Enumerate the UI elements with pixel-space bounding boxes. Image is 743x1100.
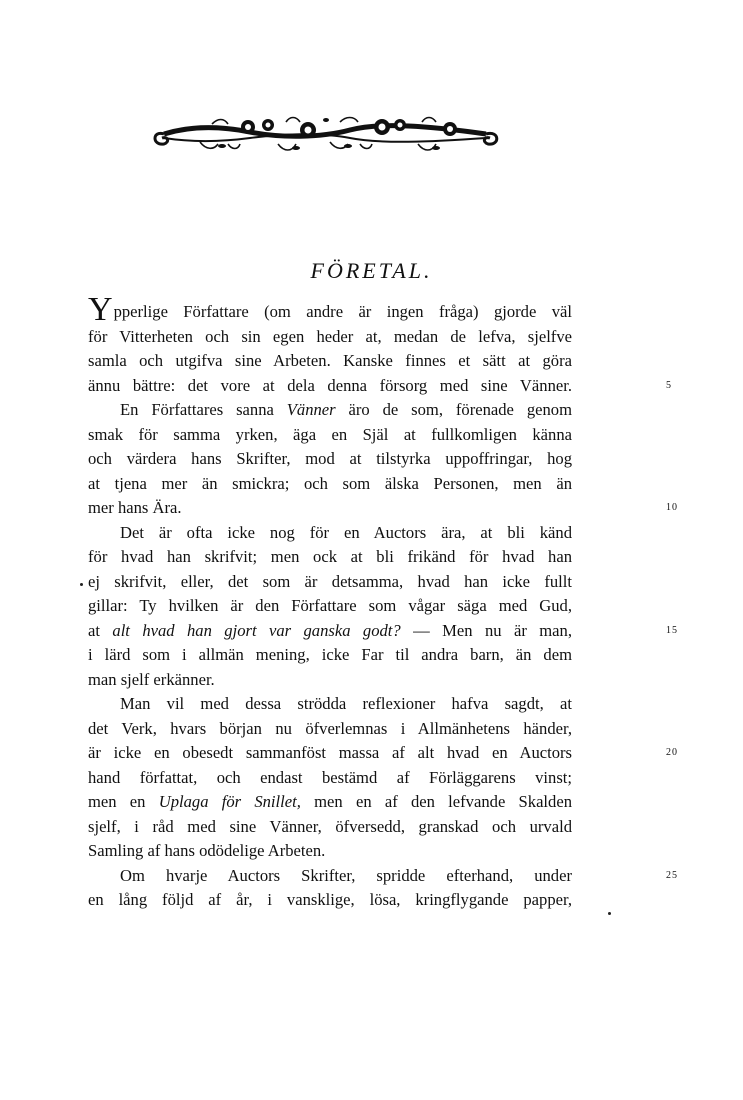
- text-line: [88, 398, 572, 423]
- line-number: 5: [666, 379, 672, 391]
- line-text: och värdera hans Skrifter, mod at tilstyrka uppoffringar, hog: [88, 449, 572, 468]
- line-number: 25: [666, 869, 678, 881]
- text-line: [88, 717, 572, 742]
- text-line: [88, 619, 678, 644]
- line-text: hand författat, och endast bestämd af Förläggarens vinst;: [88, 767, 572, 787]
- line-text: Om hvarje Auctors Skrifter, spridde efterhand, under: [120, 865, 572, 885]
- page-title: FÖRETAL.: [310, 258, 433, 283]
- text-line: [88, 545, 572, 570]
- line-text: En Författares sanna: [120, 400, 287, 419]
- ink-speck: [80, 583, 83, 586]
- text-line: [88, 766, 572, 791]
- line-text: samla och utgifva sine Arbeten. Kanske finnes et sätt at göra: [88, 351, 572, 370]
- line-text: i lärd som i allmän mening, icke Far til andra barn, än dem: [88, 645, 572, 664]
- text-line: [88, 741, 678, 766]
- line-text: mer hans Ära.: [88, 498, 182, 517]
- text-line: [88, 790, 572, 815]
- text-line: [88, 864, 678, 889]
- line-text: för hvad han skrifvit; men ock at bli frikänd för hvad han: [88, 547, 572, 566]
- line-text: Samling af hans odödelige Arbeten.: [88, 841, 326, 860]
- line-text: at: [88, 620, 113, 640]
- line-text: man sjelf erkänner.: [88, 669, 215, 689]
- text-line: [88, 570, 572, 595]
- line-text: en lång följd af år, i vansklige, lösa, kringflygande papper,: [88, 890, 572, 909]
- text-line: [88, 349, 572, 374]
- rose-garland-ornament-icon: [150, 112, 502, 158]
- text-line: [88, 423, 572, 448]
- line-text: smak för samma yrken, äga en Själ at fullkomligen känna: [88, 424, 572, 444]
- preface-text: [88, 291, 678, 913]
- line-text: Det är ofta icke nog för en Auctors ära, at bli känd: [120, 522, 572, 542]
- line-text: är icke en obesedt sammanföst massa af alt hvad en Auctors: [88, 743, 572, 762]
- italic-text: Uplaga för Snillet,: [158, 792, 301, 811]
- line-text: äro de som, förenade genom: [335, 400, 572, 419]
- italic-text: Vänner: [286, 400, 336, 419]
- line-number: 10: [666, 502, 678, 513]
- text-line: [88, 668, 572, 693]
- text-line: [88, 472, 572, 497]
- line-number: 20: [666, 747, 678, 758]
- text-line: [88, 839, 572, 864]
- line-text: ej skrifvit, eller, det som är detsamma, hvad han icke fullt: [88, 571, 572, 591]
- text-line: [88, 888, 572, 913]
- drop-cap: Y: [88, 291, 113, 328]
- line-text: för Vitterheten och sin egen heder at, medan de lefva, sjelfve: [88, 326, 572, 346]
- line-text: at tjena mer än smickra; och som älska Personen, men än: [88, 473, 572, 493]
- line-text: Man vil med dessa strödda reflexioner hafva sagdt, at: [120, 694, 572, 713]
- italic-text: alt hvad han gjort var ganska godt?: [112, 620, 401, 640]
- text-line: [88, 374, 672, 399]
- line-number: 15: [666, 624, 678, 636]
- line-text: men en af den lefvande Skalden: [300, 792, 573, 811]
- text-line: [88, 594, 572, 619]
- line-text: ännu bättre: det vore at dela denna försorg med sine Vänner.: [88, 375, 572, 395]
- text-line: [88, 291, 572, 328]
- text-line: [88, 496, 678, 521]
- text-line: [88, 447, 572, 472]
- line-text: — Men nu är man,: [400, 620, 572, 640]
- line-text: sjelf, i råd med sine Vänner, öfversedd, granskad och urvald: [88, 816, 572, 836]
- text-line: [88, 643, 572, 668]
- line-text: det Verk, hvars början nu öfverlemnas i Allmänhetens händer,: [88, 718, 572, 738]
- line-text: men en: [88, 792, 159, 811]
- text-line: [88, 325, 572, 350]
- ink-speck: [608, 912, 611, 915]
- text-line: [88, 815, 572, 840]
- text-line: [88, 521, 572, 546]
- text-line: [88, 692, 572, 717]
- line-text: pperlige Författare (om andre är ingen fråga) gjorde väl: [113, 302, 572, 321]
- line-text: gillar: Ty hvilken är den Författare som vågar säga med Gud,: [88, 596, 572, 615]
